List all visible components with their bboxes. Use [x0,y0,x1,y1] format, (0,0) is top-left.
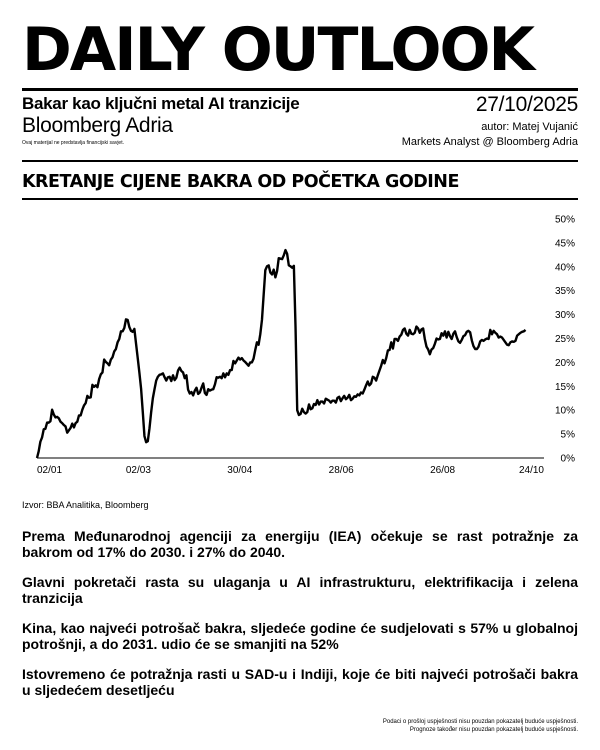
y-tick-label: 20% [554,357,575,369]
chart-title: KRETANJE CIJENE BAKRA OD POČETKA GODINE [22,172,459,192]
section-title-underline [22,198,578,200]
footnotes [383,718,578,734]
y-tick-label: 15% [554,381,575,393]
masthead-divider [22,88,578,91]
x-tick-label: 02/03 [125,465,151,476]
author-role: Markets Analyst @ Bloomberg Adria [401,136,578,148]
x-tick-label: 02/01 [37,465,63,476]
brand-name: Bloomberg Adria [22,114,173,137]
subheader-left [22,94,299,147]
y-tick-label: 10% [554,405,575,417]
disclaimer-text: Ovaj materijal ne predstavlja financijski savjet. [22,140,124,146]
key-points [22,528,578,712]
key-point-4: Istovremeno će potražnja rasti u SAD-u i Indiji, koje će biti najveći potrošači bakra u sljedećem desetljeću [22,666,578,698]
x-tick-label: 24/10 [518,465,544,476]
footnote-past-performance: Podaci o prošloj uspješnosti nisu pouzdan pokazatelj buduće uspješnosti. [382,719,578,725]
x-tick-label: 28/06 [328,465,354,476]
report-subtitle: Bakar kao ključni metal AI tranzicije [22,94,300,113]
y-tick-label: 35% [554,286,575,298]
y-tick-label: 0% [560,453,575,465]
y-tick-label: 5% [560,429,575,441]
chart-source: Izvor: BBA Analitika, Bloomberg [22,500,149,510]
copper-price-chart [0,205,600,485]
copper-price-series-line [37,250,526,458]
subheader-right [402,92,578,150]
key-point-1: Prema Međunarodnoj agenciji za energiju (IEA) očekuje se rast potražnje za bakrom od 17% do 2030. i 27% do 2040. [22,528,578,560]
header-divider [22,160,578,162]
x-tick-label: 26/08 [430,465,456,476]
y-tick-label: 30% [554,310,575,322]
y-tick-label: 50% [554,214,575,226]
author-name: autor: Matej Vujanić [481,121,578,133]
report-date: 27/10/2025 [475,93,578,116]
footnote-forecasts: Prognoze također nisu pouzdan pokazatelj buduće uspješnosti. [409,727,578,733]
y-tick-label: 25% [554,334,575,345]
masthead-title: DAILY OUTLOOK [22,15,534,85]
key-point-3: Kina, kao najveći potrošač bakra, sljedeće godine će sudjelovati s 57% u globalnoj potrošnji, a do 2031. udio će se smanjiti na 52% [22,620,578,652]
x-tick-label: 30/04 [227,465,253,476]
y-tick-label: 45% [554,238,575,250]
y-tick-label: 40% [554,262,575,274]
key-point-2: Glavni pokretači rasta su ulaganja u AI infrastrukturu, elektrifikacija i zelena tranzicija [22,574,578,606]
